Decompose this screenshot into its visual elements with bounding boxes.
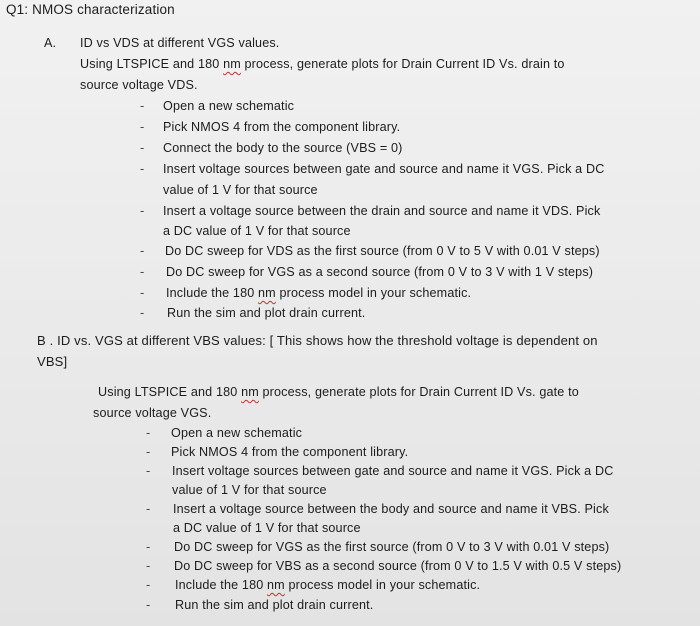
- bullet: -: [146, 464, 151, 478]
- step-a-5: Insert a voltage source between the drain and source and name it VDS. Pick: [163, 204, 601, 218]
- bullet: -: [140, 265, 145, 279]
- step-a-4: Insert voltage sources between gate and source and name it VGS. Pick a DC: [163, 162, 605, 176]
- bullet: -: [140, 204, 145, 218]
- step-a-7: Do DC sweep for VGS as a second source (from 0 V to 3 V with 1 V steps): [166, 265, 594, 279]
- bullet: -: [146, 578, 151, 592]
- step-b-1: Open a new schematic: [171, 426, 303, 440]
- step-a-5-cont: a DC value of 1 V for that source: [163, 224, 351, 238]
- page-title: Q1: NMOS characterization: [6, 2, 175, 17]
- step-b-8: Run the sim and plot drain current.: [175, 598, 374, 612]
- step-b-7: Include the 180 nm process model in your schematic.: [175, 578, 481, 592]
- step-a-9: Run the sim and plot drain current.: [167, 306, 366, 320]
- step-b-6: Do DC sweep for VBS as a second source (from 0 V to 1.5 V with 0.5 V steps): [174, 559, 622, 573]
- bullet: -: [146, 559, 151, 573]
- bullet: -: [140, 286, 145, 300]
- bullet: -: [146, 540, 151, 554]
- section-a-heading: ID vs VDS at different VGS values.: [80, 36, 280, 50]
- step-b-3: Insert voltage sources between gate and source and name it VGS. Pick a DC: [172, 464, 614, 478]
- step-b-4-cont: a DC value of 1 V for that source: [173, 521, 361, 535]
- bullet: -: [140, 99, 145, 113]
- bullet: -: [140, 162, 145, 176]
- section-b-heading-line1: B . ID vs. VGS at different VBS values: [ This shows how the threshold voltage is dependent on: [37, 333, 598, 348]
- bullet: -: [140, 120, 145, 134]
- step-b-2: Pick NMOS 4 from the component library.: [171, 445, 409, 459]
- bullet: -: [146, 445, 151, 459]
- bullet: -: [140, 306, 145, 320]
- section-a-marker: A.: [44, 36, 57, 50]
- section-b-intro-line1: Using LTSPICE and 180 nm process, generate plots for Drain Current ID Vs. gate to: [98, 385, 579, 399]
- section-b-intro-line2: source voltage VGS.: [93, 406, 212, 420]
- step-a-2: Pick NMOS 4 from the component library.: [163, 120, 401, 134]
- step-a-3: Connect the body to the source (VBS = 0): [163, 141, 403, 155]
- step-a-4-cont: value of 1 V for that source: [163, 183, 318, 197]
- bullet: -: [140, 244, 145, 258]
- section-a-intro-line1: Using LTSPICE and 180 nm process, generate plots for Drain Current ID Vs. drain to: [80, 57, 565, 71]
- section-a-intro-line2: source voltage VDS.: [80, 78, 198, 92]
- bullet: -: [140, 141, 145, 155]
- step-b-3-cont: value of 1 V for that source: [172, 483, 327, 497]
- bullet: -: [146, 502, 151, 516]
- step-b-5: Do DC sweep for VGS as the first source (from 0 V to 3 V with 0.01 V steps): [174, 540, 610, 554]
- step-a-6: Do DC sweep for VDS as the first source (from 0 V to 5 V with 0.01 V steps): [165, 244, 600, 258]
- section-b-heading-line2: VBS]: [37, 354, 68, 369]
- bullet: -: [146, 598, 151, 612]
- step-b-4: Insert a voltage source between the body and source and name it VBS. Pick: [173, 502, 609, 516]
- bullet: -: [146, 426, 151, 440]
- step-a-8: Include the 180 nm process model in your schematic.: [166, 286, 472, 300]
- step-a-1: Open a new schematic: [163, 99, 295, 113]
